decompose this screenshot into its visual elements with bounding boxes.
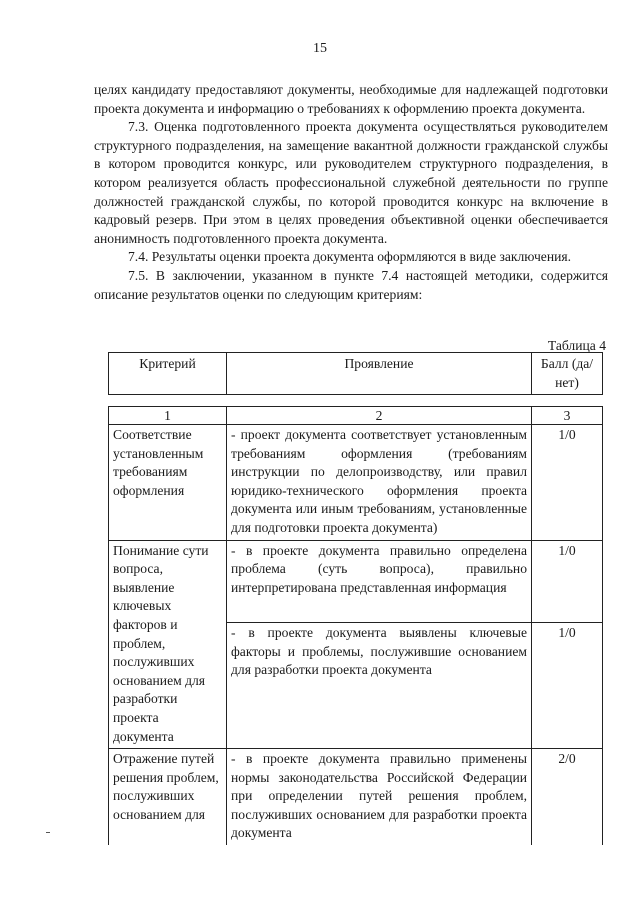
paragraph-7-3: 7.3. Оценка подготовленного проекта документа осуществляться руководителем структурного подразделения, на замещение вакантной должности гражданской службы в котором проводится конкурс, или руководителем структурного подразделения, в котором реализуется область профессиональной служебной деятельности по группе должностей гражданской службы, по которой проводится конкурс на включение в кадровый резерв. При этом в целях проведения объективной оценки обеспечивается анонимность подготовленного проекта документа. bbox=[94, 119, 608, 246]
paragraph-continuation: целях кандидату предоставляют документы, необходимые для надлежащей подготовки проекта документа и информацию о требованиях к оформлению проекта документа. bbox=[94, 82, 608, 116]
criterion-cell: Отражение путей решения проблем, послуживших основанием для bbox=[109, 749, 227, 845]
margin-mark bbox=[46, 832, 50, 833]
header-manifestation: Проявление bbox=[227, 353, 532, 395]
column-number-row bbox=[109, 407, 603, 425]
body-text bbox=[94, 81, 608, 304]
table-row bbox=[109, 749, 603, 845]
page-number: 15 bbox=[313, 41, 327, 56]
column-number: 3 bbox=[532, 407, 603, 425]
header-criterion: Критерий bbox=[109, 353, 227, 395]
manifestation-cell: - проект документа соответствует установленным требованиям оформления (требованиям инструкции по делопроизводству, или правил юридико-технического оформления проекта документа или иным требованиям, установленные для подготовки проекта документа) bbox=[227, 425, 532, 541]
paragraph-7-4: 7.4. Результаты оценки проекта документа оформляются в виде заключения. bbox=[128, 249, 572, 265]
score-cell: 1/0 bbox=[532, 623, 603, 749]
score-cell: 1/0 bbox=[532, 425, 603, 541]
manifestation-cell: - в проекте документа правильно определена проблема (суть вопроса), правильно интерпретирована представленная информация bbox=[227, 540, 532, 623]
header-score: Балл (да/нет) bbox=[532, 353, 603, 395]
manifestation-cell: - в проекте документа правильно применены нормы законодательства Российской Федерации при определении путей решения проблем, послуживших основанием для разработки проекта документа bbox=[227, 749, 532, 845]
criteria-table bbox=[108, 406, 603, 845]
column-number: 1 bbox=[109, 407, 227, 425]
table-header bbox=[108, 352, 603, 395]
criterion-cell: Соответствие установленным требованиям оформления bbox=[109, 425, 227, 541]
score-cell: 1/0 bbox=[532, 540, 603, 623]
table-row bbox=[109, 540, 603, 623]
paragraph-7-5: 7.5. В заключении, указанном в пункте 7.4 настоящей методики, содержится описание результатов оценки по следующим критериям: bbox=[94, 267, 608, 302]
table-caption: Таблица 4 bbox=[547, 338, 606, 353]
manifestation-cell: - в проекте документа выявлены ключевые факторы и проблемы, послужившие основанием для разработки проекта документа bbox=[227, 623, 532, 749]
table-row bbox=[109, 425, 603, 541]
criterion-cell: Понимание сути вопроса, выявление ключевых факторов и проблем, послуживших основанием для разработки проекта документа bbox=[109, 540, 227, 749]
column-number: 2 bbox=[227, 407, 532, 425]
score-cell: 2/0 bbox=[532, 749, 603, 845]
